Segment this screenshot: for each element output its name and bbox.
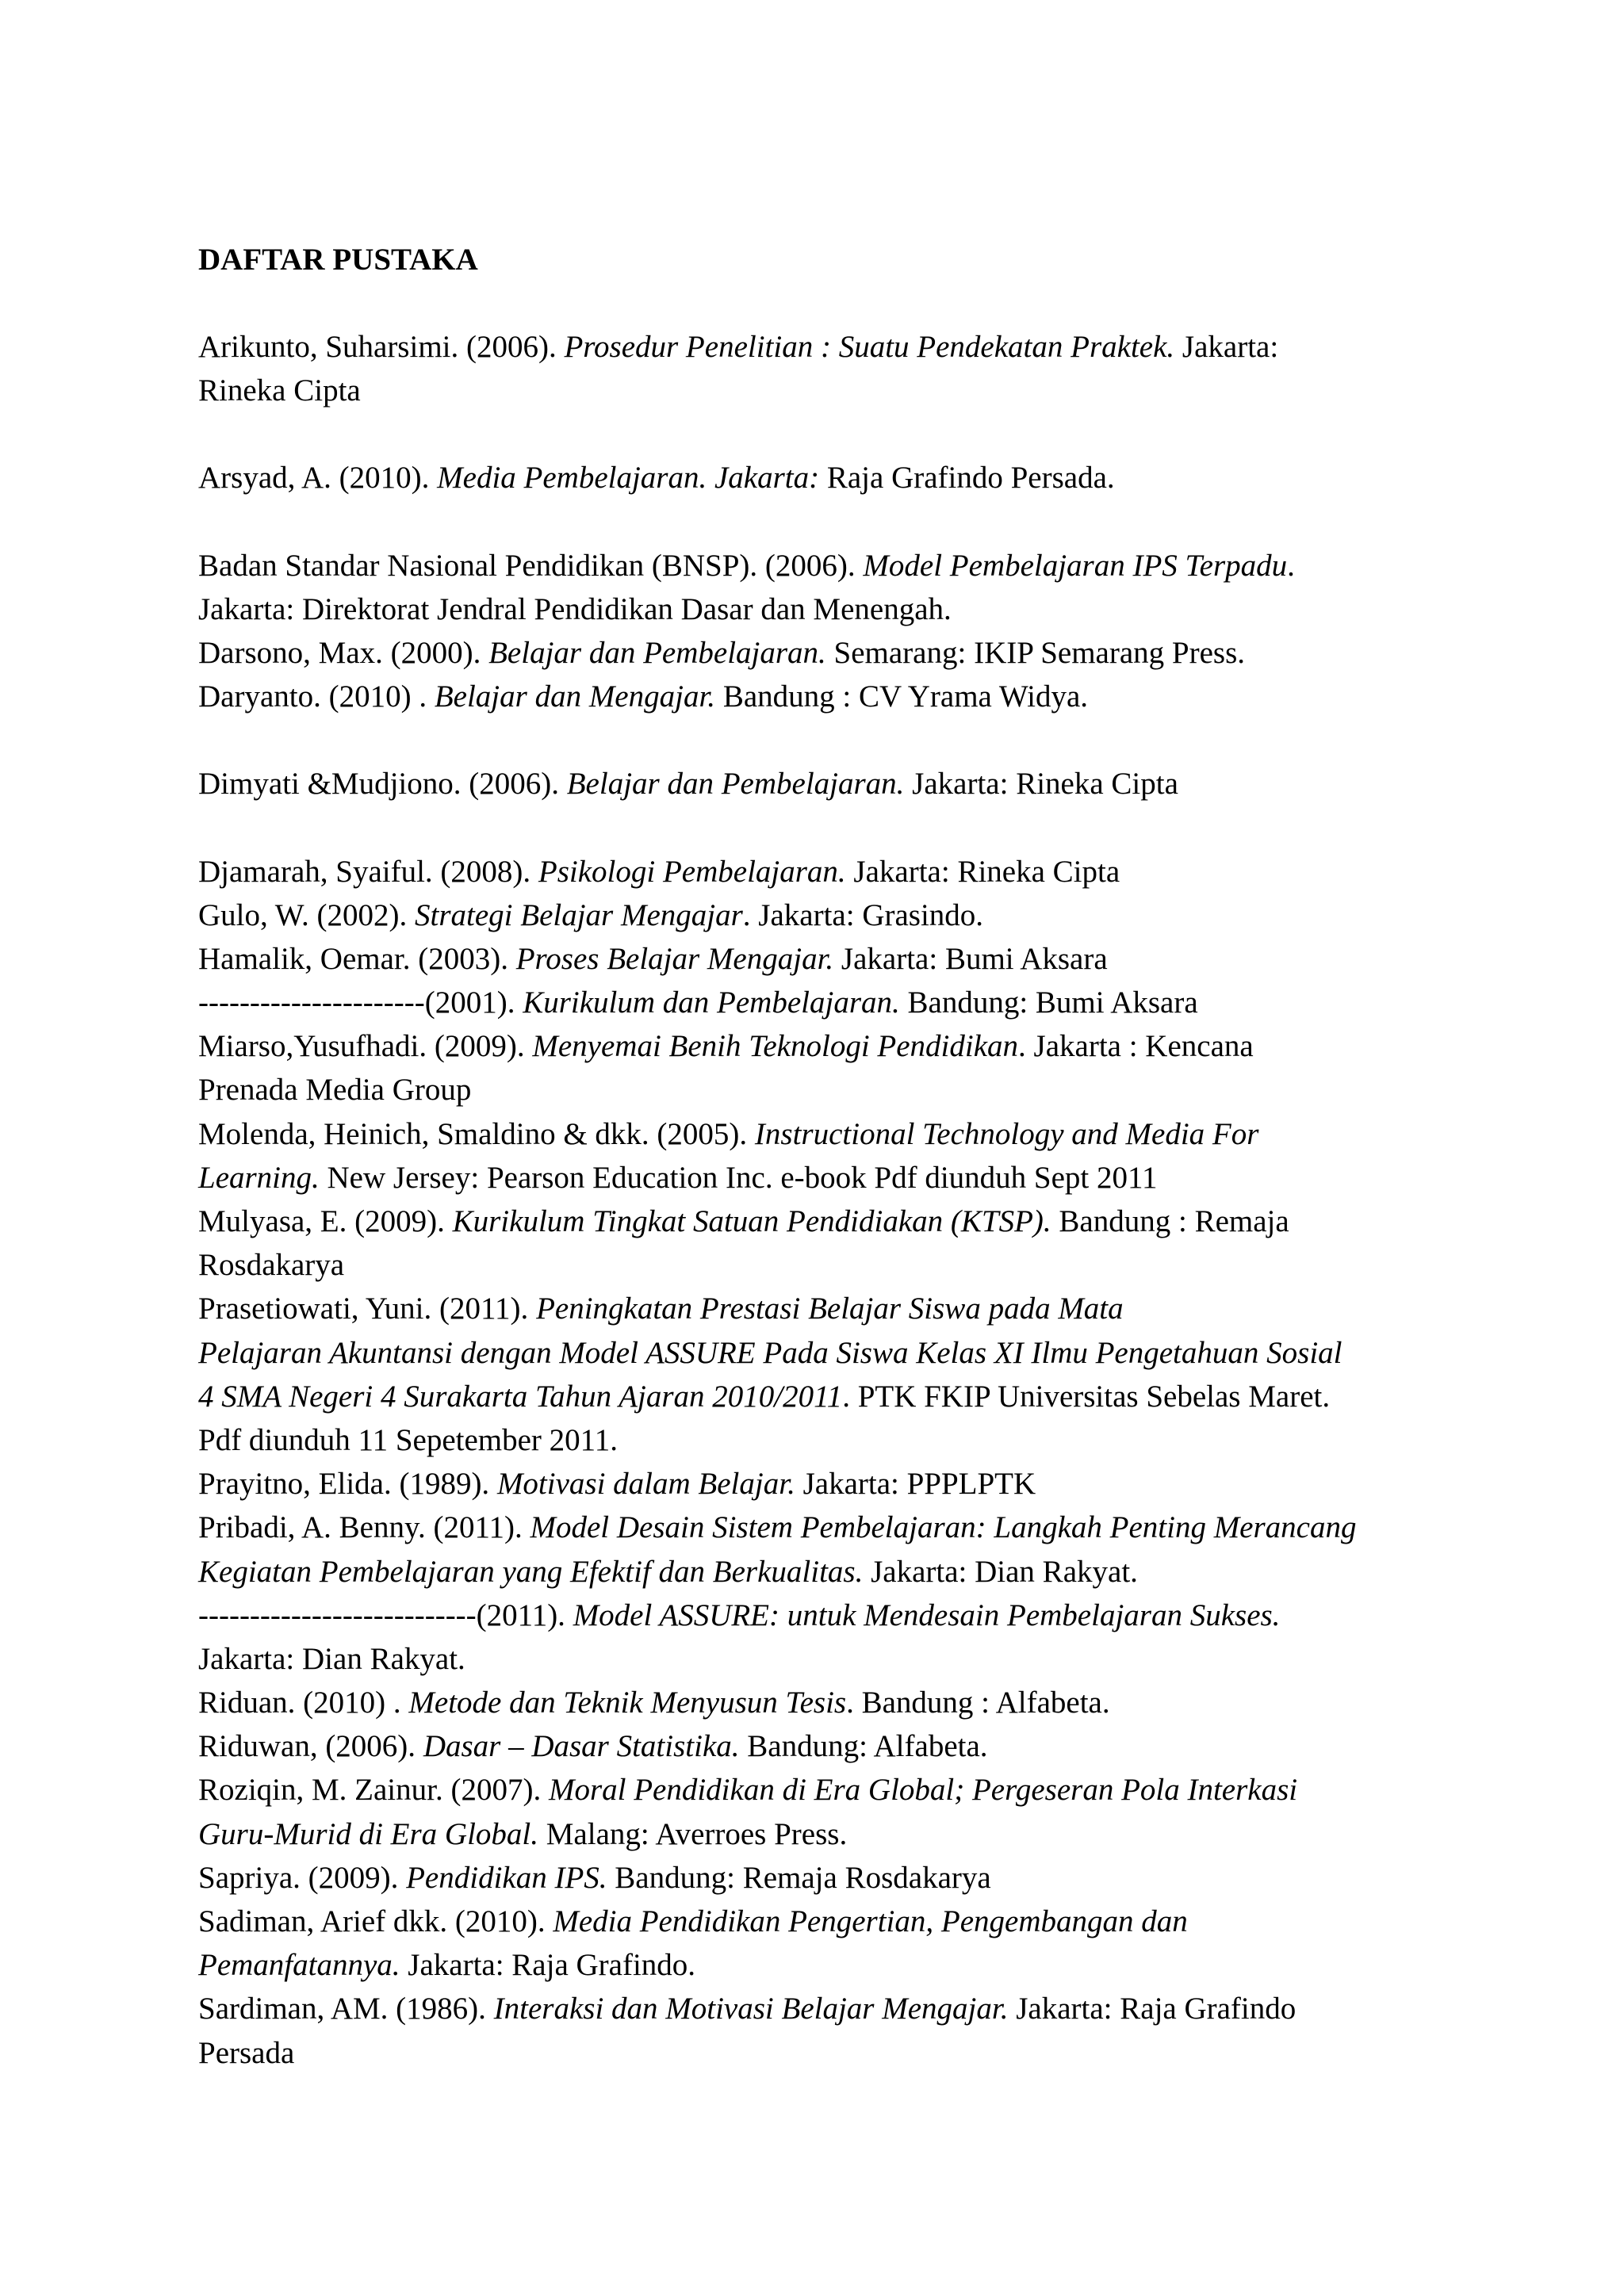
reference-line bbox=[198, 1681, 1435, 1724]
reference-line bbox=[198, 369, 1435, 412]
reference-line bbox=[198, 1856, 1435, 1900]
reference-title-text: Prosedur Penelitian : Suatu Pendekatan Praktek. bbox=[564, 330, 1175, 364]
reference-text: Jakarta: Direktorat Jendral Pendidikan Dasar dan Menengah. bbox=[198, 591, 952, 626]
reference-line bbox=[198, 587, 1435, 631]
reference-line bbox=[198, 1331, 1435, 1375]
reference-line bbox=[198, 1812, 1435, 1856]
reference-title-text: Model Pembelajaran IPS Terpadu bbox=[863, 548, 1288, 583]
reference-title-text: Learning. bbox=[198, 1160, 320, 1195]
reference-text: Bandung : Remaja bbox=[1051, 1204, 1289, 1238]
reference-title-text: Model Desain Sistem Pembelajaran: Langkah Penting Merancang bbox=[530, 1510, 1357, 1545]
reference-line bbox=[198, 675, 1435, 718]
reference-text: Arikunto, Suharsimi. (2006). bbox=[198, 330, 565, 364]
reference-text: Jakarta: Rineka Cipta bbox=[904, 767, 1178, 802]
reference-text: Daryanto. (2010) . bbox=[198, 679, 435, 714]
reference-line bbox=[198, 1987, 1435, 2030]
reference-text: Bandung: Bumi Aksara bbox=[899, 985, 1198, 1020]
reference-title-text: Pemanfatannya. bbox=[198, 1948, 400, 1983]
reference-title-text: Model ASSURE: untuk Mendesain Pembelajaran Sukses. bbox=[573, 1598, 1281, 1632]
reference-text: Darsono, Max. (2000). bbox=[198, 635, 489, 670]
reference-line bbox=[198, 1243, 1435, 1287]
reference-text: Prasetiowati, Yuni. (2011). bbox=[198, 1292, 537, 1326]
reference-line bbox=[198, 762, 1435, 806]
reference-text: Sardiman, AM. (1986). bbox=[198, 1992, 494, 2026]
reference-text: Pdf diunduh 11 Sepetember 2011. bbox=[198, 1422, 618, 1457]
reference-line bbox=[198, 1550, 1435, 1594]
reference-line bbox=[198, 1024, 1435, 1068]
reference-line bbox=[198, 937, 1435, 981]
reference-text: New Jersey: Pearson Education Inc. e-book Pdf diunduh Sept 2011 bbox=[319, 1160, 1158, 1195]
reference-text: Dimyati &Mudjiono. (2006). bbox=[198, 767, 567, 802]
reference-text: Sapriya. (2009). bbox=[198, 1860, 407, 1895]
reference-title-text: Dasar – Dasar Statistika. bbox=[423, 1729, 740, 1764]
reference-text: Jakarta: Raja Grafindo. bbox=[400, 1948, 696, 1983]
reference-text: Roziqin, M. Zainur. (2007). bbox=[198, 1773, 549, 1808]
reference-list bbox=[198, 325, 1435, 2075]
reference-text: Jakarta: Bumi Aksara bbox=[833, 941, 1108, 976]
reference-text: Mulyasa, E. (2009). bbox=[198, 1204, 453, 1238]
reference-text: Pribadi, A. Benny. (2011). bbox=[198, 1510, 530, 1545]
reference-text: Semarang: IKIP Semarang Press. bbox=[825, 635, 1245, 670]
block-gap bbox=[198, 718, 1435, 762]
reference-line bbox=[198, 981, 1435, 1024]
reference-line bbox=[198, 1594, 1435, 1637]
reference-text: Jakarta: bbox=[1174, 330, 1279, 364]
reference-title-text: Menyemai Benih Teknologi Pendidikan bbox=[532, 1029, 1019, 1064]
reference-line bbox=[198, 1724, 1435, 1768]
reference-text: Bandung : CV Yrama Widya. bbox=[715, 679, 1089, 714]
reference-line bbox=[198, 1200, 1435, 1243]
reference-text: Miarso,Yusufhadi. (2009). bbox=[198, 1029, 533, 1064]
reference-text: Prayitno, Elida. (1989). bbox=[198, 1467, 497, 1502]
reference-line bbox=[198, 1506, 1435, 1549]
reference-title-text: Moral Pendidikan di Era Global; Pergeseran Pola Interkasi bbox=[548, 1773, 1298, 1808]
reference-line bbox=[198, 1156, 1435, 1200]
reference-title-text: 4 SMA Negeri 4 Surakarta Tahun Ajaran 2010/2011 bbox=[198, 1379, 843, 1414]
reference-title-text: Media Pendidikan Pengertian, Pengembangan dan bbox=[553, 1904, 1188, 1938]
reference-text: Prenada Media Group bbox=[198, 1073, 472, 1108]
reference-text: Djamarah, Syaiful. (2008). bbox=[198, 854, 538, 889]
reference-text: Jakarta: Dian Rakyat. bbox=[863, 1554, 1138, 1589]
reference-text: Badan Standar Nasional Pendidikan (BNSP). (2006). bbox=[198, 548, 864, 583]
block-gap bbox=[198, 412, 1435, 456]
reference-text: Rosdakarya bbox=[198, 1248, 345, 1283]
reference-title-text: Interaksi dan Motivasi Belajar Mengajar. bbox=[493, 1992, 1009, 2026]
reference-text: Jakarta: Raja Grafindo bbox=[1008, 1992, 1297, 2026]
reference-text: Malang: Averroes Press. bbox=[538, 1816, 848, 1851]
reference-line bbox=[198, 1943, 1435, 1987]
reference-title-text: Instructional Technology and Media For bbox=[754, 1116, 1259, 1151]
reference-line bbox=[198, 1462, 1435, 1506]
reference-text: Molenda, Heinich, Smaldino & dkk. (2005). bbox=[198, 1116, 755, 1151]
block-gap bbox=[198, 500, 1435, 544]
reference-title-text: Psikologi Pembelajaran. bbox=[538, 854, 846, 889]
reference-line bbox=[198, 325, 1435, 369]
block-gap bbox=[198, 806, 1435, 850]
reference-title-text: Belajar dan Pembelajaran. bbox=[488, 635, 826, 670]
reference-text: Arsyad, A. (2010). bbox=[198, 461, 438, 496]
reference-text: Riduwan, (2006). bbox=[198, 1729, 423, 1764]
reference-text: Raja Grafindo Persada. bbox=[819, 461, 1115, 496]
reference-title-text: Kurikulum Tingkat Satuan Pendidiakan (KTSP). bbox=[452, 1204, 1051, 1238]
reference-text: . PTK FKIP Universitas Sebelas Maret. bbox=[842, 1379, 1331, 1414]
reference-title-text: Strategi Belajar Mengajar bbox=[415, 897, 743, 932]
reference-title-text: Pelajaran Akuntansi dengan Model ASSURE Pada Siswa Kelas XI Ilmu Pengetahuan Sosial bbox=[198, 1335, 1342, 1370]
reference-text: Hamalik, Oemar. (2003). bbox=[198, 941, 516, 976]
reference-title-text: Guru-Murid di Era Global. bbox=[198, 1816, 538, 1851]
reference-title-text: Kurikulum dan Pembelajaran. bbox=[523, 985, 900, 1020]
reference-text: . Jakarta : Kencana bbox=[1018, 1029, 1254, 1064]
reference-text: Sadiman, Arief dkk. (2010). bbox=[198, 1904, 553, 1938]
reference-line bbox=[198, 1637, 1435, 1681]
reference-text: Persada bbox=[198, 2035, 295, 2070]
reference-line bbox=[198, 456, 1435, 499]
reference-text: Gulo, W. (2002). bbox=[198, 897, 415, 932]
reference-title-text: Media Pembelajaran. Jakarta: bbox=[437, 461, 820, 496]
reference-text: Bandung: Remaja Rosdakarya bbox=[607, 1860, 991, 1895]
reference-line bbox=[198, 1900, 1435, 1943]
reference-line bbox=[198, 1418, 1435, 1462]
reference-line bbox=[198, 1375, 1435, 1418]
reference-title-text: Metode dan Teknik Menyusun Tesis bbox=[408, 1686, 847, 1720]
reference-line bbox=[198, 894, 1435, 937]
reference-text: Jakarta: Rineka Cipta bbox=[845, 854, 1120, 889]
reference-title-text: Kegiatan Pembelajaran yang Efektif dan Berkualitas. bbox=[198, 1554, 864, 1589]
reference-text: ----------------------(2001). bbox=[198, 985, 523, 1020]
reference-text: Riduan. (2010) . bbox=[198, 1686, 409, 1720]
reference-line bbox=[198, 631, 1435, 675]
reference-text: Jakarta: Dian Rakyat. bbox=[198, 1641, 465, 1676]
reference-title-text: Proses Belajar Mengajar. bbox=[515, 941, 834, 976]
reference-line bbox=[198, 1068, 1435, 1112]
reference-title-text: Belajar dan Mengajar. bbox=[434, 679, 716, 714]
reference-line bbox=[198, 850, 1435, 894]
reference-title-text: Belajar dan Pembelajaran. bbox=[566, 767, 905, 802]
reference-text: ---------------------------(2011). bbox=[198, 1598, 573, 1632]
reference-title-text: Pendidikan IPS. bbox=[406, 1860, 607, 1895]
reference-title-text: Motivasi dalam Belajar. bbox=[496, 1467, 795, 1502]
page-title: DAFTAR PUSTAKA bbox=[198, 243, 478, 277]
reference-line bbox=[198, 2031, 1435, 2075]
reference-text: . Bandung : Alfabeta. bbox=[846, 1686, 1110, 1720]
reference-line bbox=[198, 1287, 1435, 1330]
reference-line bbox=[198, 1768, 1435, 1812]
reference-title-text: Peningkatan Prestasi Belajar Siswa pada Mata bbox=[536, 1292, 1124, 1326]
reference-text: Rineka Cipta bbox=[198, 373, 361, 408]
reference-text: Jakarta: PPPLPTK bbox=[795, 1467, 1036, 1502]
reference-line bbox=[198, 544, 1435, 587]
reference-text: . bbox=[1287, 548, 1295, 583]
reference-text: Bandung: Alfabeta. bbox=[739, 1729, 988, 1764]
reference-text: . Jakarta: Grasindo. bbox=[742, 897, 984, 932]
reference-line bbox=[198, 1112, 1435, 1156]
